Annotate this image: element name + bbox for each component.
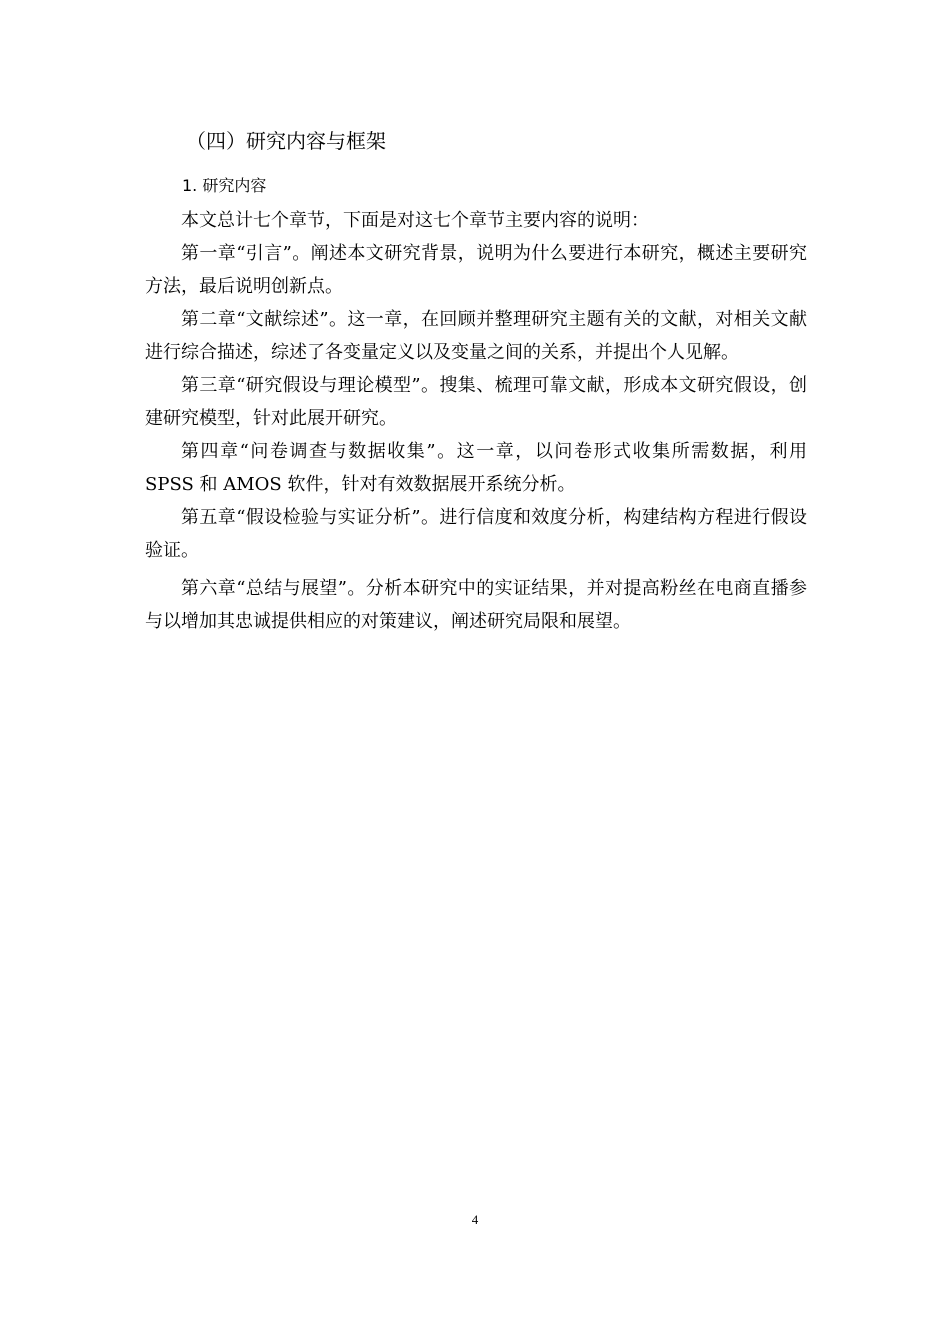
chapter-5-paragraph: 第五章“假设检验与实证分析”。进行信度和效度分析，构建结构方程进行假设验证。 — [145, 507, 807, 561]
chapter-3-paragraph: 第三章“研究假设与理论模型”。搜集、梳理可靠文献，形成本文研究假设，创建研究模型，针对此展开研究。 — [145, 375, 807, 429]
chapter-6-paragraph: 第六章“总结与展望”。分析本研究中的实证结果，并对提高粉丝在电商直播参与以增加其忠诚提供相应的对策建议，阐述研究局限和展望。 — [145, 578, 807, 632]
page-content — [145, 125, 807, 638]
chapter-4-paragraph: 第四章“问卷调查与数据收集”。这一章，以问卷形式收集所需数据，利用 SPSS 和 AMOS 软件，针对有效数据展开系统分析。 — [145, 441, 807, 495]
intro-paragraph: 本文总计七个章节，下面是对这七个章节主要内容的说明： — [181, 210, 649, 231]
subsection-heading: 1. 研究内容 — [182, 176, 267, 195]
chapter-1-paragraph: 第一章“引言”。阐述本文研究背景，说明为什么要进行本研究，概述主要研究方法，最后说明创新点。 — [145, 243, 807, 297]
section-heading: （四）研究内容与框架 — [186, 129, 386, 153]
chapter-2-paragraph: 第二章“文献综述”。这一章，在回顾并整理研究主题有关的文献，对相关文献进行综合描述，综述了各变量定义以及变量之间的关系，并提出个人见解。 — [145, 309, 807, 363]
page-number: 4 — [471, 1212, 479, 1227]
